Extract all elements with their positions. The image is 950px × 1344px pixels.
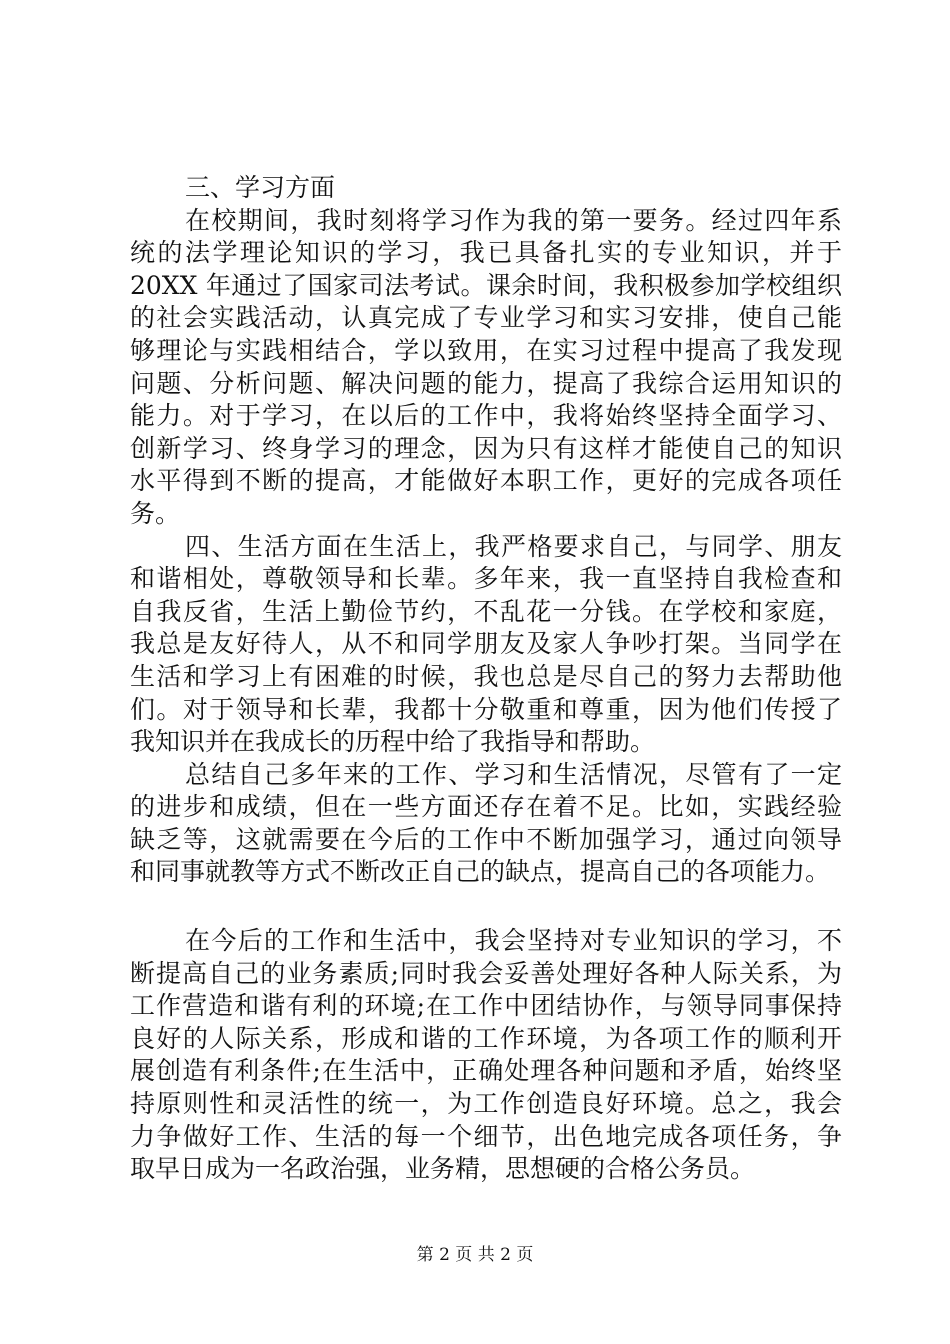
text-line: 取早日成为一名政治强，业务精，思想硬的合格公务员。	[130, 1154, 756, 1184]
text-line: 问题、分析问题、解决问题的能力，提高了我综合运用知识的	[130, 368, 842, 398]
text-line: 创新学习、终身学习的理念，因为只有这样才能使自己的知识	[130, 433, 842, 463]
paragraph-study	[130, 205, 842, 531]
text-line: 统的法学理论知识的学习，我已具备扎实的专业知识，并于	[130, 238, 842, 268]
text-line: 够理论与实践相结合，学以致用，在实习过程中提高了我发现	[130, 335, 842, 365]
text-line: 缺乏等，这就需要在今后的工作中不断加强学习，通过向领导	[130, 824, 842, 854]
text-line: 良好的人际关系，形成和谐的工作环境，为各项工作的顺利开	[130, 1023, 842, 1053]
paragraph-gap	[130, 889, 842, 925]
text-line: 能力。对于学习，在以后的工作中，我将始终坚持全面学习、	[130, 401, 842, 431]
text-line: 的进步和成绩，但在一些方面还存在着不足。比如，实践经验	[130, 792, 842, 822]
text-line: 在校期间，我时刻将学习作为我的第一要务。经过四年系	[185, 205, 842, 235]
text-line: 生活和学习上有困难的时候，我也总是尽自己的努力去帮助他	[130, 661, 842, 691]
heading-line: 三、学习方面	[185, 173, 336, 202]
text-line: 自我反省，生活上勤俭节约，不乱花一分钱。在学校和家庭，	[130, 596, 842, 626]
text-line: 在今后的工作和生活中，我会坚持对专业知识的学习，不	[185, 926, 842, 956]
text-line: 和谐相处，尊敬领导和长辈。多年来，我一直坚持自我检查和	[130, 564, 842, 594]
text-line: 务。	[130, 498, 181, 528]
section-heading-study	[130, 172, 842, 205]
text-line: 的社会实践活动，认真完成了专业学习和实习安排，使自己能	[130, 303, 842, 333]
text-line: 持原则性和灵活性的统一，为工作创造良好环境。总之，我会	[130, 1089, 842, 1119]
paragraph-summary	[130, 759, 842, 889]
text-line: 们。对于领导和长辈，我都十分敬重和尊重，因为他们传授了	[130, 694, 842, 724]
text-line: 水平得到不断的提高，才能做好本职工作，更好的完成各项任	[130, 466, 842, 496]
text-line: 断提高自己的业务素质;同时我会妥善处理好各种人际关系，为	[130, 958, 842, 988]
text-line: 总结自己多年来的工作、学习和生活情况，尽管有了一定	[185, 759, 842, 789]
text-line: 展创造有利条件;在生活中，正确处理各种问题和矛盾，始终坚	[130, 1056, 842, 1086]
paragraph-future	[130, 925, 842, 1186]
paragraph-life	[130, 531, 842, 759]
text-line: 我知识并在我成长的历程中给了我指导和帮助。	[130, 727, 656, 757]
page-number-footer: 第 2 页 共 2 页	[416, 1245, 534, 1265]
text-line: 我总是友好待人，从不和同学朋友及家人争吵打架。当同学在	[130, 629, 842, 659]
text-line: 四、生活方面在生活上，我严格要求自己，与同学、朋友	[185, 531, 842, 561]
text-line: 力争做好工作、生活的每一个细节，出色地完成各项任务，争	[130, 1121, 842, 1151]
text-line: 工作营造和谐有利的环境;在工作中团结协作，与领导同事保持	[130, 991, 842, 1021]
document-body	[130, 172, 842, 1186]
text-line: 20XX 年通过了国家司法考试。课余时间，我积极参加学校组织	[130, 270, 842, 300]
text-line: 和同事就教等方式不断改正自己的缺点，提高自己的各项能力。	[130, 857, 831, 887]
